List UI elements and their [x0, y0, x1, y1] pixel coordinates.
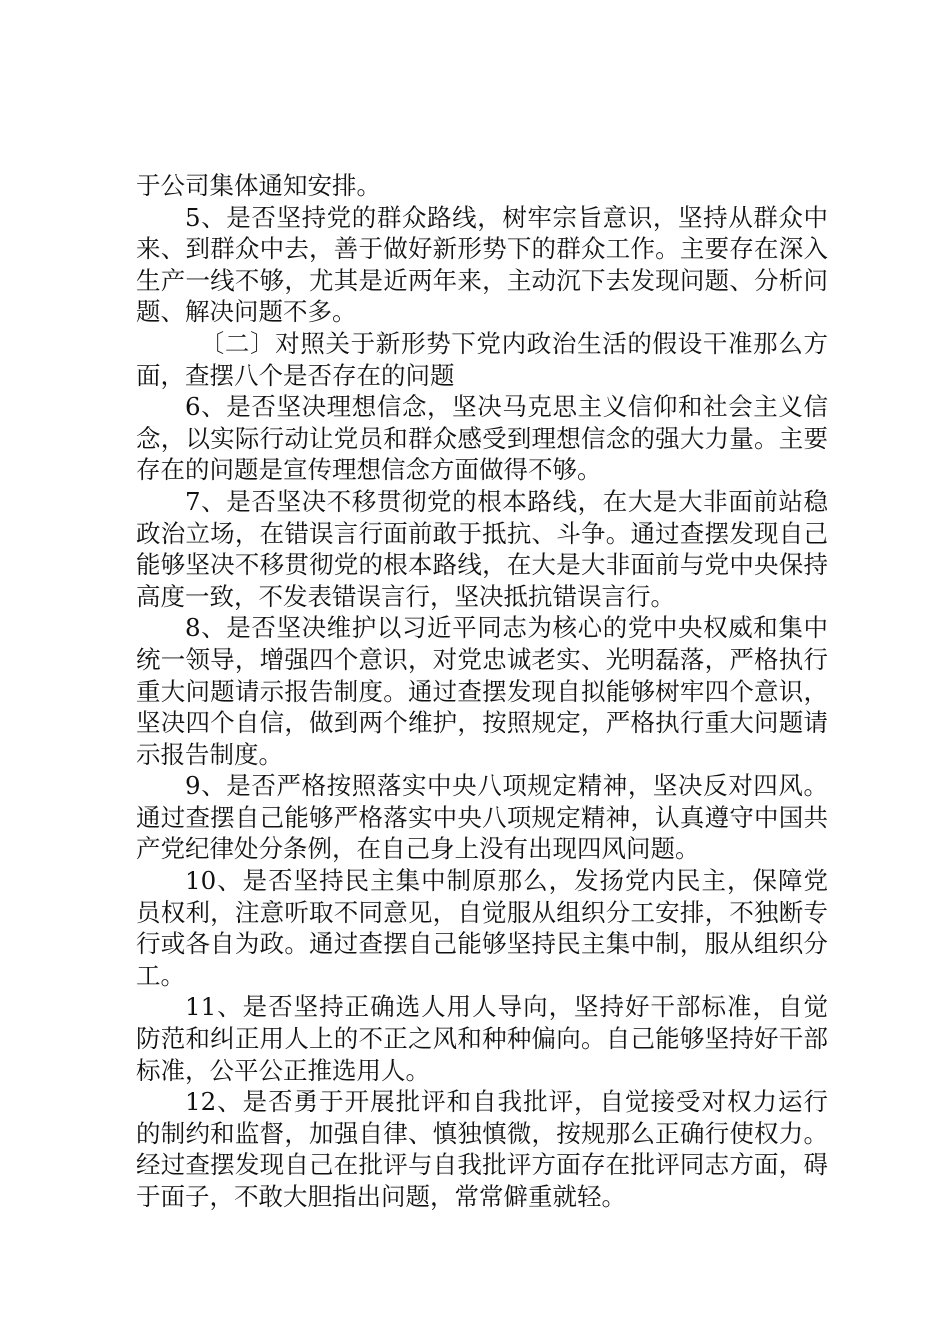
paragraph-item-7: 7、是否坚决不移贯彻党的根本路线，在大是大非面前站稳政治立场，在错误言行面前敢于抵抗、斗争。通过查摆发现自己能够坚决不移贯彻党的根本路线，在大是大非面前与党中央保持高度一致，不发表错误言行，坚决抵抗错误言行。 — [136, 486, 828, 611]
paragraph-item-10: 10、是否坚持民主集中制原那么，发扬党内民主，保障党员权利，注意听取不同意见，自觉服从组织分工安排，不独断专行或各自为政。通过查摆自己能够坚持民主集中制，服从组织分工。 — [136, 866, 828, 990]
paragraph-item-9: 9、是否严格按照落实中央八项规定精神，坚决反对四风。通过查摆自己能够严格落实中央八项规定精神，认真遵守中国共产党纪律处分条例，在自己身上没有出现四风问题。 — [136, 771, 828, 864]
document-body — [136, 170, 828, 1213]
paragraph-item-6: 6、是否坚决理想信念，坚决马克思主义信仰和社会主义信念，以实际行动让党员和群众感受到理想信念的强大力量。主要存在的问题是宣传理想信念方面做得不够。 — [136, 392, 828, 485]
paragraph-continuation: 于公司集体通知安排。 — [136, 171, 381, 200]
paragraph-item-12: 12、是否勇于开展批评和自我批评，自觉接受对权力运行的制约和监督，加强自律、慎独慎微，按规那么正确行使权力。经过查摆发现自己在批评与自我批评方面存在批评同志方面，碍于面子，不敢大胆指出问题，常常僻重就轻。 — [136, 1087, 828, 1211]
paragraph-item-11: 11、是否坚持正确选人用人导向，坚持好干部标准，自觉防范和纠正用人上的不正之风和种种偏向。自己能够坚持好干部标准，公平公正推选用人。 — [136, 992, 828, 1085]
paragraph-item-5: 5、是否坚持党的群众路线，树牢宗旨意识，坚持从群众中来、到群众中去，善于做好新形势下的群众工作。主要存在深入生产一线不够，尤其是近两年来，主动沉下去发现问题、分析问题、解决问题不多。 — [136, 202, 828, 327]
paragraph-item-8: 8、是否坚决维护以习近平同志为核心的党中央权威和集中统一领导，增强四个意识，对党忠诚老实、光明磊落，严格执行重大问题请示报告制度。通过查摆发现自拟能够树牢四个意识，坚决四个自信，做到两个维护，按照规定，严格执行重大问题请示报告制度。 — [136, 613, 828, 769]
section-heading-2: 〔二〕对照关于新形势下党内政治生活的假设干准那么方面，查摆八个是否存在的问题 — [136, 328, 828, 390]
